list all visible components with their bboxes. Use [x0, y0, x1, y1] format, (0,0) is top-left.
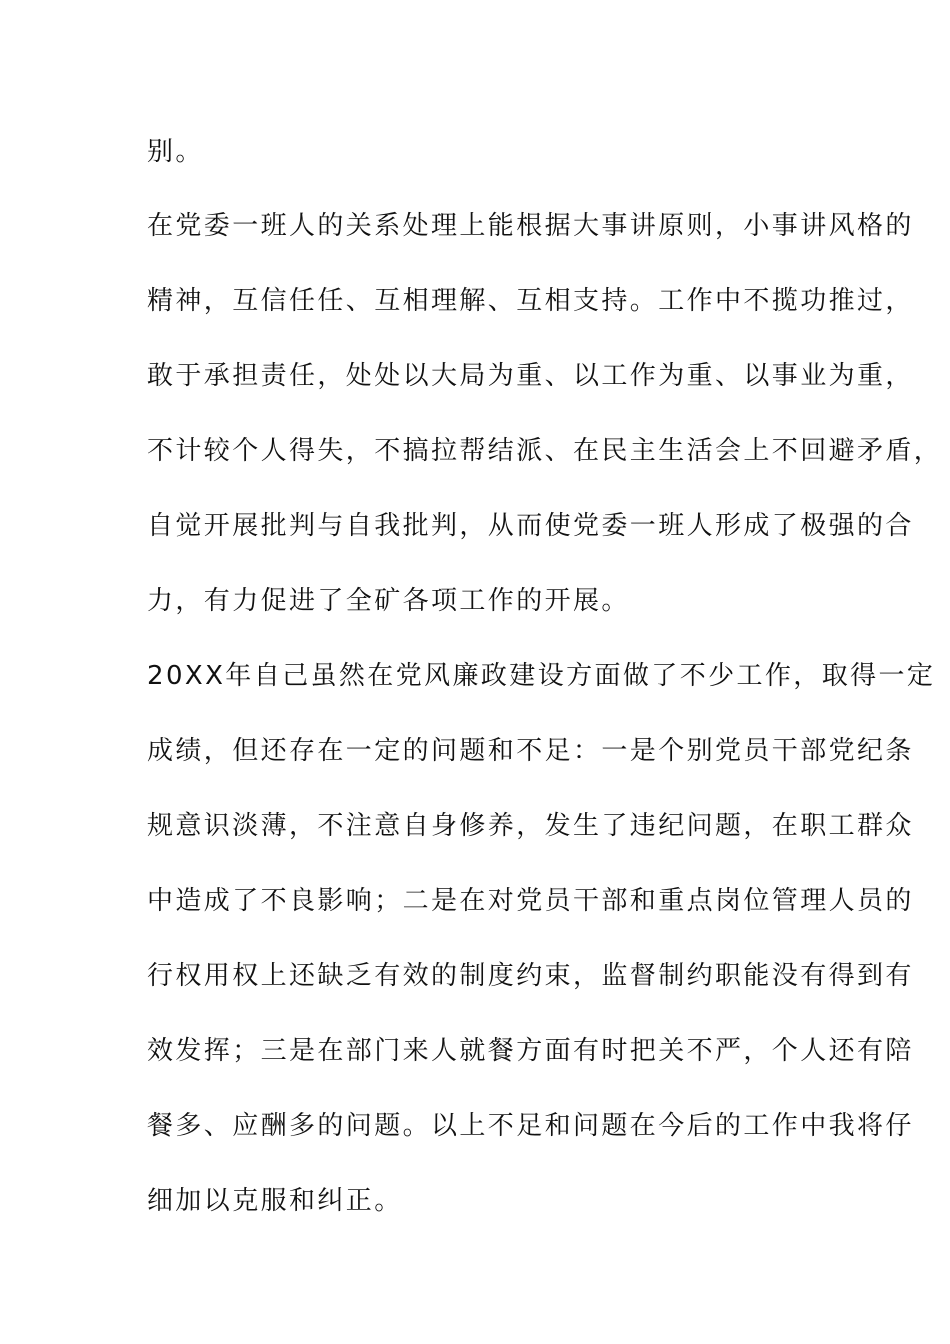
- text-line-12: 行权用权上还缺乏有效的制度约束，监督制约职能没有得到有: [147, 961, 914, 991]
- text-line-14: 餐多、应酬多的问题。以上不足和问题在今后的工作中我将仔: [147, 1111, 914, 1141]
- text-line-7: 力，有力促进了全矿各项工作的开展。: [147, 586, 630, 616]
- text-line-6: 自觉开展批判与自我批判，从而使党委一班人形成了极强的合: [147, 511, 914, 541]
- text-line-10: 规意识淡薄，不注意自身修养，发生了违纪问题，在职工群众: [147, 811, 914, 841]
- text-line-1: 别。: [147, 137, 204, 167]
- text-line-8: 20XX年自己虽然在党风廉政建设方面做了不少工作，取得一定: [147, 661, 936, 691]
- text-line-13: 效发挥；三是在部门来人就餐方面有时把关不严，个人还有陪: [147, 1036, 914, 1066]
- text-line-2: 在党委一班人的关系处理上能根据大事讲原则，小事讲风格的: [147, 211, 914, 241]
- text-line-4: 敢于承担责任，处处以大局为重、以工作为重、以事业为重，: [147, 361, 914, 391]
- text-line-9: 成绩，但还存在一定的问题和不足：一是个别党员干部党纪条: [147, 736, 914, 766]
- text-line-11: 中造成了不良影响；二是在对党员干部和重点岗位管理人员的: [147, 886, 914, 916]
- text-line-5: 不计较个人得失，不搞拉帮结派、在民主生活会上不回避矛盾，: [147, 436, 943, 466]
- text-line-15: 细加以克服和纠正。: [147, 1186, 403, 1216]
- text-line-3: 精神，互信任任、互相理解、互相支持。工作中不揽功推过，: [147, 286, 914, 316]
